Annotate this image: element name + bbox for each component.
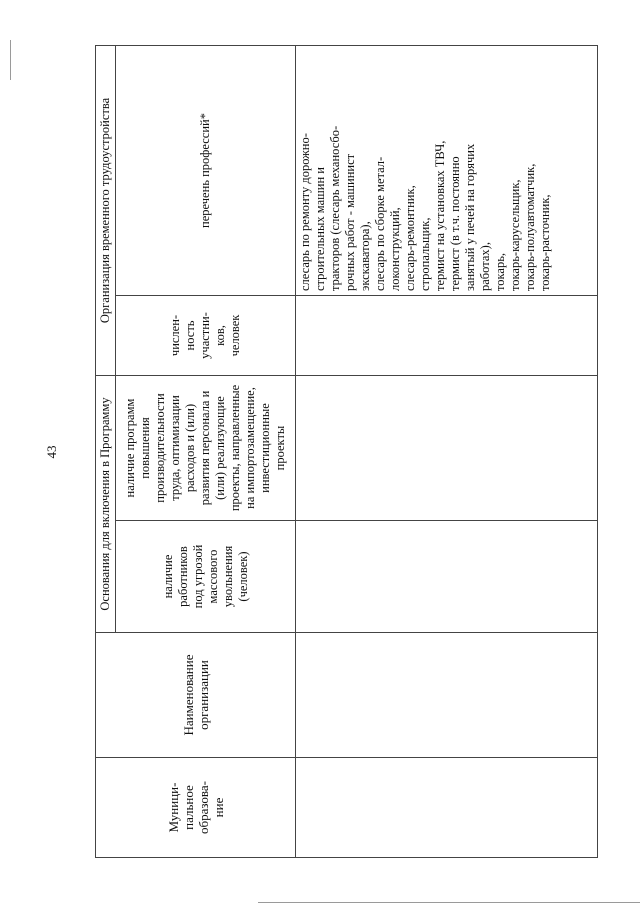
header-professions: перечень профессий* xyxy=(116,46,296,296)
scan-edge-bottom xyxy=(258,902,640,903)
header-organization: Наименование организации xyxy=(96,633,296,758)
profession-line: термист на установках ТВЧ, xyxy=(433,140,447,291)
profession-line: рочных работ - машинист xyxy=(343,153,357,291)
header-participants: числен- ность участни- ков, человек xyxy=(116,296,296,376)
profession-line: локонструкций, xyxy=(388,207,402,291)
header-employment-group: Организация временного трудоустройства xyxy=(96,46,116,376)
programs-table xyxy=(95,45,598,858)
profession-line: термист (в т.ч. постоянно xyxy=(448,156,462,291)
profession-line: строительных машин и xyxy=(313,167,327,291)
cell-municipality xyxy=(296,758,598,858)
profession-line: слесарь по сборке метал- xyxy=(373,156,387,291)
page-number: 43 xyxy=(44,445,59,459)
header-programs: наличие программ повышения производительности труда, оптимизации расходов и (или) развития персонала и (или) реализующие проекты, направленные на импортозамещение, инвестиционные проекты xyxy=(116,376,296,521)
header-municipality: Муници- пальное образова- ние xyxy=(96,758,296,858)
profession-line: токарь, xyxy=(493,252,507,291)
cell-participants xyxy=(296,296,598,376)
cell-organization xyxy=(296,633,598,758)
cell-professions xyxy=(296,46,598,296)
profession-line: слесарь-ремонтник, xyxy=(403,185,417,291)
profession-line: токарь-расточник, xyxy=(538,194,552,291)
profession-line: токарь-карусельщик, xyxy=(508,179,522,291)
cell-workers-threat xyxy=(296,521,598,633)
rotated-table-sheet xyxy=(95,46,598,858)
profession-line: экскаватора), xyxy=(358,221,372,291)
cell-programs xyxy=(296,376,598,521)
profession-line: слесарь по ремонту дорожно- xyxy=(298,133,312,291)
profession-line: занятый у печей на горячих xyxy=(463,143,477,291)
header-basis-group: Основания для включения в Программу xyxy=(96,376,116,633)
profession-line: токарь-полуавтоматчик, xyxy=(523,163,537,291)
profession-line: стропальщик, xyxy=(418,217,432,291)
profession-line: тракторов (слесарь механосбо- xyxy=(328,125,342,291)
scan-edge-left xyxy=(10,40,11,80)
profession-line: работах), xyxy=(478,242,492,291)
header-workers-threat: наличие работников под угрозой массового увольнения (человек) xyxy=(116,521,296,633)
